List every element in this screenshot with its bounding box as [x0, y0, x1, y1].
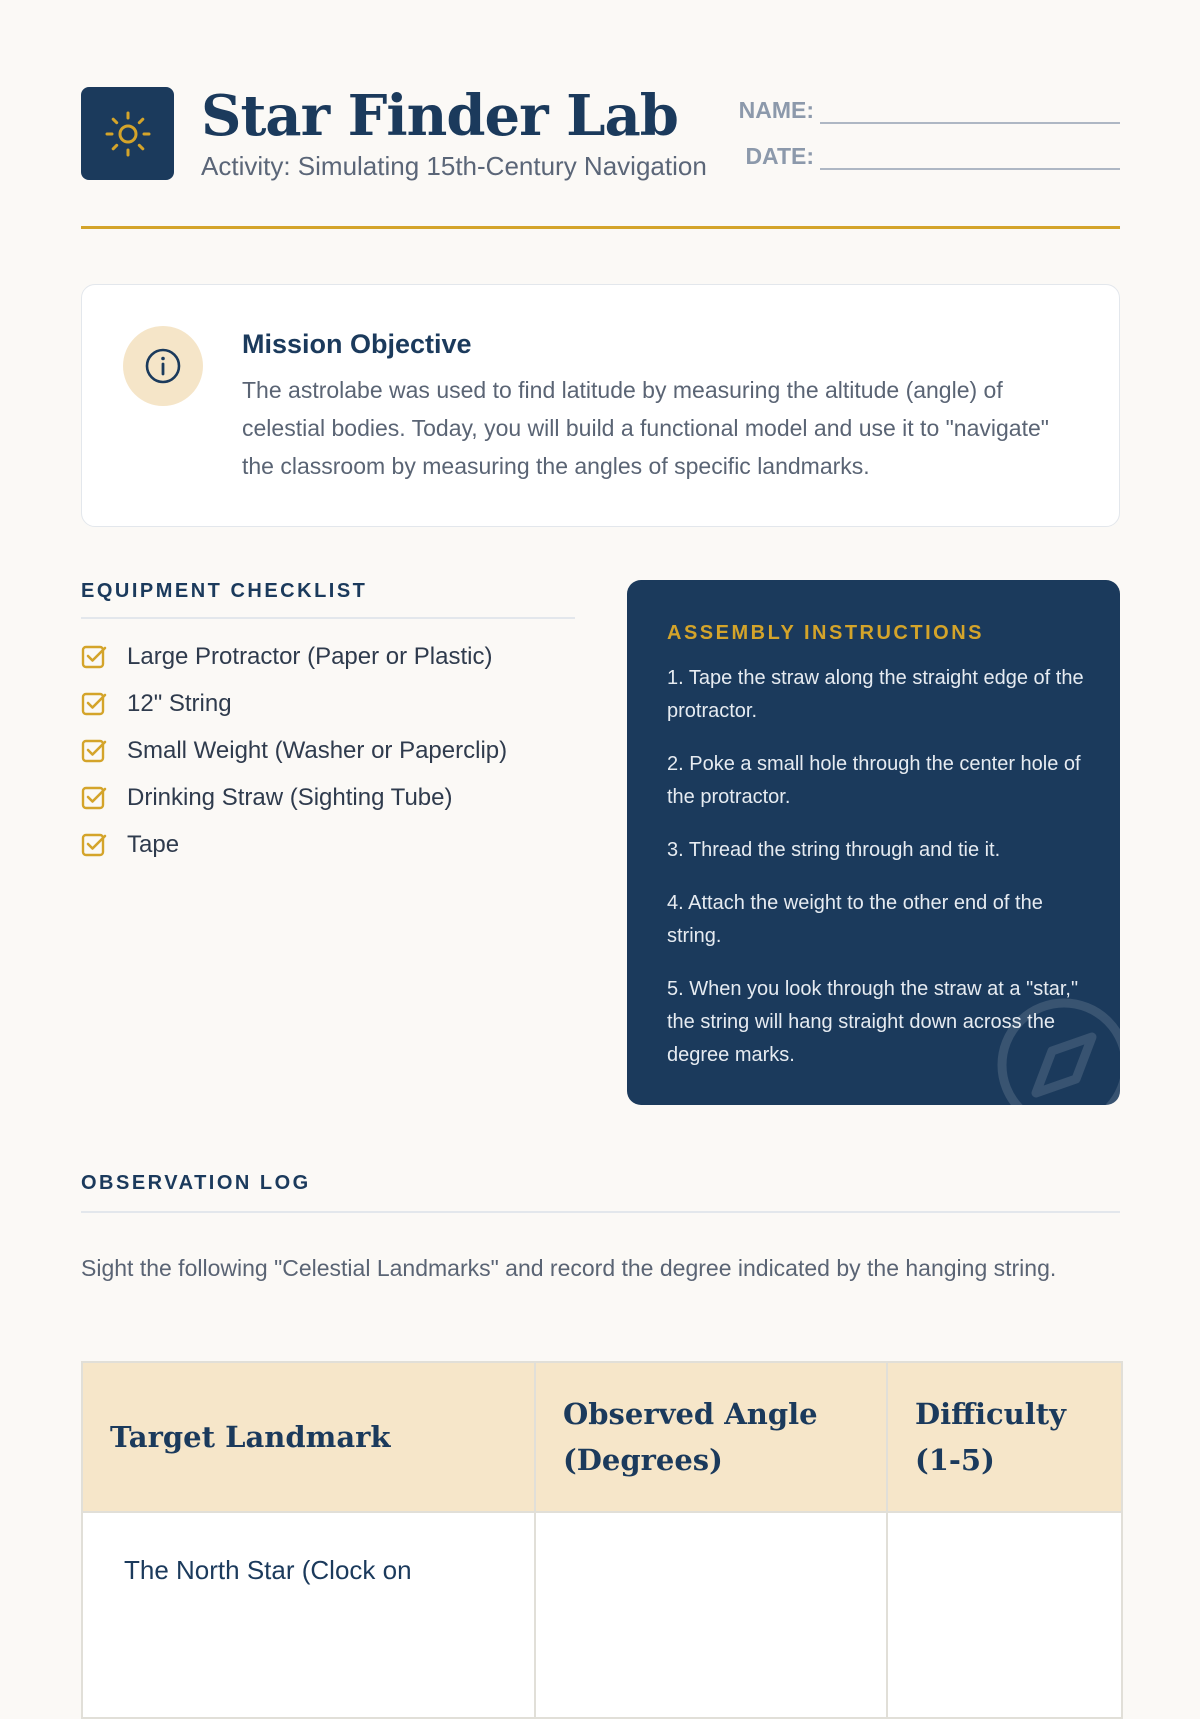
assembly-step: 2. Poke a small hole through the center hole of the protractor.	[667, 753, 1081, 808]
sun-icon	[101, 107, 155, 161]
equipment-list	[81, 633, 575, 868]
observation-intro: Sight the following "Celestial Landmarks" and record the degree indicated by the hanging string.	[81, 1255, 1057, 1281]
name-field[interactable]	[739, 97, 1120, 124]
page-subtitle: Activity: Simulating 15th-Century Navigation	[201, 151, 707, 181]
checkbox-checked-icon[interactable]	[81, 785, 107, 811]
column-header: Target Landmark	[82, 1362, 535, 1512]
table-row	[82, 1512, 1122, 1718]
checkbox-checked-icon[interactable]	[81, 691, 107, 717]
difficulty-cell[interactable]	[887, 1512, 1122, 1718]
compass-icon	[994, 995, 1120, 1105]
name-label: NAME:	[738, 97, 814, 123]
header-divider	[81, 226, 1120, 229]
landmark-cell: The North Star (Clock on	[82, 1512, 535, 1718]
name-line[interactable]	[820, 98, 1120, 124]
checklist-item[interactable]	[81, 821, 575, 868]
assembly-title: ASSEMBLY INSTRUCTIONS	[667, 622, 984, 644]
checklist-item-label: Tape	[127, 830, 180, 858]
checklist-item-label: Drinking Straw (Sighting Tube)	[127, 783, 453, 811]
info-icon-wrapper	[123, 326, 203, 406]
checklist-item[interactable]	[81, 727, 575, 774]
date-label: DATE:	[745, 143, 814, 169]
checklist-item[interactable]	[81, 774, 575, 821]
checklist-item-label: Large Protractor (Paper or Plastic)	[127, 642, 493, 670]
table-header-row	[82, 1362, 1122, 1512]
assembly-instructions-card	[627, 580, 1120, 1105]
assembly-step: 1. Tape the straw along the straight edge of the protractor.	[667, 667, 1084, 722]
info-icon	[143, 346, 183, 386]
column-header: Difficulty (1-5)	[887, 1362, 1122, 1512]
equipment-title: EQUIPMENT CHECKLIST	[81, 580, 575, 619]
checkbox-checked-icon[interactable]	[81, 832, 107, 858]
checklist-item[interactable]	[81, 680, 575, 727]
page-title: Star Finder Lab	[201, 83, 678, 149]
checkbox-checked-icon[interactable]	[81, 644, 107, 670]
page-header	[81, 83, 1120, 230]
objective-text: The astrolabe was used to find latitude by measuring the altitude (angle) of celestial bodies. Today, you will build a functional model and use it to "navigate" the classroom by measuring the angles of specific landmarks.	[242, 377, 1049, 479]
assembly-step: 5. When you look through the straw at a "star," the string will hang straight down across the degree marks.	[667, 978, 1079, 1066]
checklist-item-label: 12" String	[127, 689, 232, 717]
logo	[81, 87, 174, 180]
equipment-checklist	[81, 580, 575, 868]
objective-title: Mission Objective	[242, 329, 472, 359]
observation-log	[81, 1172, 1120, 1285]
assembly-step: 4. Attach the weight to the other end of the string.	[667, 892, 1043, 947]
date-field[interactable]	[745, 143, 1120, 170]
observation-table	[81, 1361, 1123, 1719]
assembly-step: 3. Thread the string through and tie it.	[667, 839, 1001, 861]
date-line[interactable]	[820, 144, 1120, 170]
angle-cell[interactable]	[535, 1512, 887, 1718]
checkbox-checked-icon[interactable]	[81, 738, 107, 764]
observation-title: OBSERVATION LOG	[81, 1172, 1120, 1213]
checklist-item-label: Small Weight (Washer or Paperclip)	[127, 736, 508, 764]
checklist-item[interactable]	[81, 633, 575, 680]
column-header: Observed Angle (Degrees)	[535, 1362, 887, 1512]
mission-objective-card	[81, 284, 1120, 527]
